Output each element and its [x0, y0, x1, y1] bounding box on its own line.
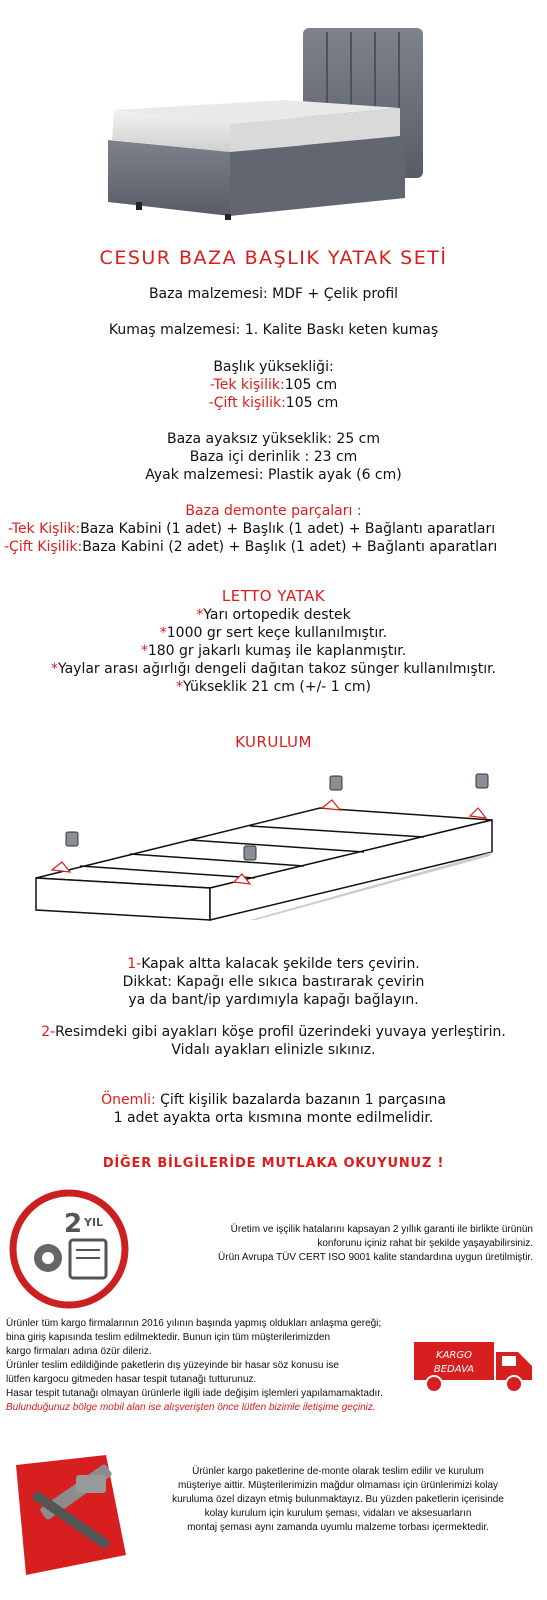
installation-diagram — [30, 770, 500, 930]
mattress-heading: LETTO YATAK — [221, 587, 326, 605]
feature-item: *180 gr jakarlı kumaş ile kaplanmıştır. — [140, 643, 407, 659]
headboard-single — [0, 376, 547, 394]
step1-line1: 1-Kapak altta kalacak şekilde ters çevirin. — [127, 956, 420, 972]
parts-single — [8, 520, 495, 538]
assembly-text: Ürünler kargo paketlerine de-monte olarak teslim edilir ve kurulum müşteriye aittir. Müşterilerimizin mağdur olmaması için ürünlerimizi kolay kuruluma özel dizayn etmiş bulunmaktayız. Bu yüzden paketlerin içerisinde kolay kurulum için kurulum şeması, vidaları ve aksesuarların montaj şeması aynı zamanda uyumlu malzeme torbası içermektedir. — [172, 1466, 504, 1533]
svg-text:BEDAVA: BEDAVA — [433, 1364, 475, 1375]
base-material: Baza malzemesi: MDF + Çelik profil — [148, 286, 399, 302]
parts-single-label: -Tek Kişlik: — [8, 521, 81, 537]
installation-heading: KURULUM — [235, 733, 312, 751]
feature-item: *Yarı ortopedik destek — [196, 607, 351, 623]
parts-double-label: -Çift Kişilik: — [4, 539, 83, 555]
fabric-material: Kumaş malzemesi: 1. Kalite Baskı keten kumaş — [108, 322, 439, 338]
step2-line2: Vidalı ayakları elinizle sıkınız. — [171, 1042, 376, 1058]
parts-double-value: Baza Kabini (2 adet) + Başlık (1 adet) + Bağlantı aparatları — [82, 539, 498, 555]
feature-item: *Yükseklik 21 cm (+/- 1 cm) — [176, 679, 371, 695]
leg-material: Ayak malzemesi: Plastik ayak (6 cm) — [145, 467, 402, 483]
parts-heading: Baza demonte parçaları : — [185, 503, 362, 519]
double-value: 105 cm — [285, 395, 339, 411]
info-heading: DİĞER BİLGİLERİDE MUTLAKA OKUYUNUZ ! — [102, 1156, 445, 1171]
shipping-emphasis: Bulunduğunuz bölge mobil alan ise alışverişten önce lütfen bizimle iletişime geçiniz. — [6, 1402, 376, 1413]
warranty-text: Üretim ve işçilik hatalarını kapsayan 2 yıllık garanti ile birlikte ürünün konforunu içiniz rahat bir şekilde yaşayabilirsiniz. Ürün Avrupa TÜV CERT ISO 9001 kalite standardına uygun üretilmiştir. — [218, 1224, 533, 1263]
base-depth: Baza içi derinlik : 23 cm — [189, 449, 358, 465]
badge-unit: YIL — [84, 1216, 104, 1229]
badge-number: 2 — [64, 1209, 83, 1239]
bed-product-image — [100, 20, 440, 220]
note-line2: 1 adet ayakta orta kısmına monte edilmelidir. — [113, 1110, 434, 1126]
free-shipping-truck-icon — [410, 1338, 540, 1398]
headboard-double — [0, 394, 547, 412]
note-line1: Önemli: Çift kişilik bazalarda bazanın 1 parçasına — [101, 1092, 446, 1108]
single-value: 105 cm — [284, 377, 338, 393]
parts-double — [4, 538, 497, 556]
mattress-features — [0, 606, 547, 696]
base-height: Baza ayaksız yükseklik: 25 cm — [166, 431, 381, 447]
double-label: -Çift kişilik: — [208, 395, 286, 411]
assembly-tools-icon — [6, 1445, 136, 1585]
feature-item: *1000 gr sert keçe kullanılmıştır. — [159, 625, 388, 641]
parts-single-value: Baza Kabini (1 adet) + Başlık (1 adet) + Bağlantı aparatları — [80, 521, 496, 537]
headboard-heading: Başlık yüksekliği: — [213, 359, 334, 375]
svg-text:KARGO: KARGO — [436, 1350, 472, 1361]
product-title: CESUR BAZA BAŞLIK YATAK SETİ — [99, 247, 448, 269]
step1-line3: ya da bant/ip yardımıyla kapağı bağlayın. — [128, 992, 419, 1008]
shipping-text: Ürünler tüm kargo firmalarının 2016 yılının başında yapmış oldukları anlaşma gereği; bina giriş kapısında teslim edilmektedir. Bunun için tüm müşterilerimizden kargo firmaları adına özür dileriz. Ürünler teslim edildiğinde paketlerin dış yüzeyinde bir hasar söz konusu ise lütfen kargocu gitmeden hasar tespit tutanağı tutturunuz. Hasar tespit tutanağı olmayan ürünlerle ilgili iade değişim işlemleri yapılamamaktadır. Bulunduğunuz bölge mobil alan ise alışverişten önce lütfen bizimle iletişime geçiniz. — [6, 1317, 476, 1415]
single-label: -Tek kişilik: — [209, 377, 285, 393]
step1-line2: Dikkat: Kapağı elle sıkıca bastırarak çevirin — [122, 974, 425, 990]
step2-line1: 2-Resimdeki gibi ayakları köşe profil üzerindeki yuvaya yerleştirin. — [41, 1024, 506, 1040]
feature-item: *Yaylar arası ağırlığı dengeli dağıtan takoz sünger kullanılmıştır. — [50, 661, 497, 677]
warranty-badge-icon — [8, 1188, 130, 1310]
